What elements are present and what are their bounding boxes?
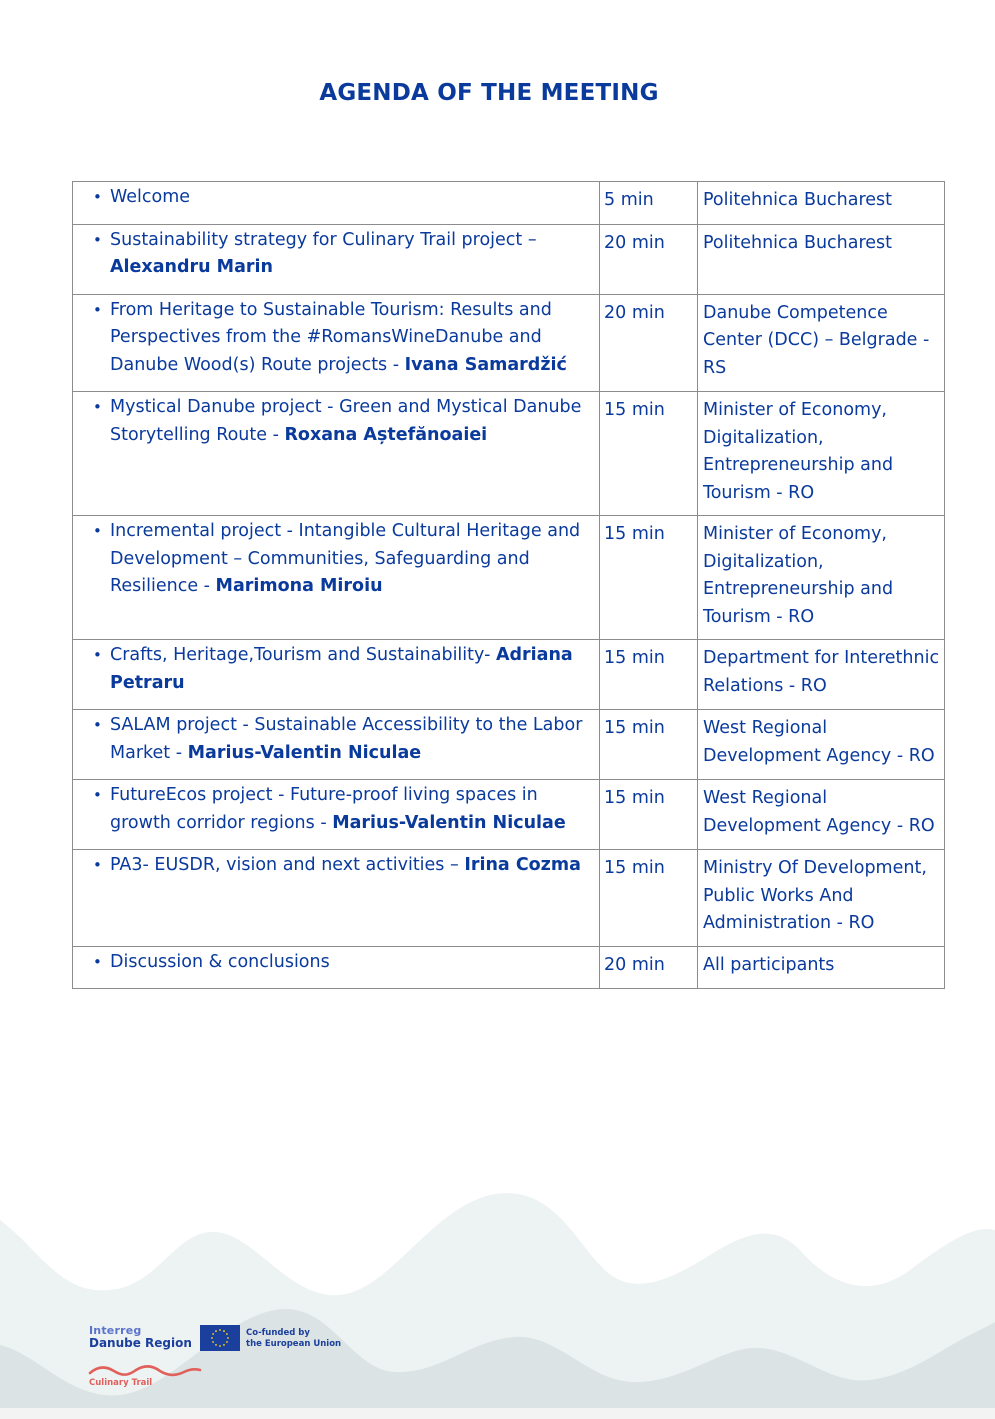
agenda-duration: 15 min bbox=[600, 780, 698, 850]
bullet-icon: • bbox=[93, 300, 102, 319]
agenda-row bbox=[73, 294, 945, 392]
eu-star bbox=[215, 1344, 217, 1346]
agenda-topic-item bbox=[93, 782, 587, 837]
agenda-duration: 15 min bbox=[600, 516, 698, 640]
agenda-organization: All participants bbox=[698, 946, 945, 989]
bullet-icon: • bbox=[93, 188, 102, 206]
agenda-topic-text: Crafts, Heritage,Tourism and Sustainability- bbox=[110, 645, 496, 665]
eu-star bbox=[219, 1345, 221, 1347]
agenda-row bbox=[73, 710, 945, 780]
agenda-topic-cell bbox=[73, 182, 600, 225]
agenda-topic-text: PA3- EUSDR, vision and next activities – bbox=[110, 855, 465, 875]
bullet-icon: • bbox=[93, 856, 102, 874]
eu-cofunded-line1: Co-funded by bbox=[246, 1328, 310, 1338]
agenda-topic-text: Discussion & conclusions bbox=[110, 951, 330, 972]
agenda-row bbox=[73, 516, 945, 640]
agenda-topic-text: FutureEcos project - Future-proof living spaces in growth corridor regions - bbox=[110, 785, 538, 833]
agenda-row bbox=[73, 224, 945, 294]
agenda-topic-cell bbox=[73, 640, 600, 710]
agenda-organization: Ministry Of Development, Public Works And Administration - RO bbox=[698, 850, 945, 947]
eu-star bbox=[212, 1341, 214, 1343]
bullet-icon: • bbox=[93, 646, 102, 664]
agenda-organization: Minister of Economy, Digitalization, Entrepreneurship and Tourism - RO bbox=[698, 392, 945, 516]
agenda-organization: Minister of Economy, Digitalization, Entrepreneurship and Tourism - RO bbox=[698, 516, 945, 640]
agenda-organization: West Regional Development Agency - RO bbox=[698, 710, 945, 780]
agenda-duration: 20 min bbox=[600, 946, 698, 989]
agenda-speaker: Marius-Valentin Niculae bbox=[187, 742, 422, 763]
agenda-organization: West Regional Development Agency - RO bbox=[698, 780, 945, 850]
agenda-topic-cell bbox=[73, 946, 600, 989]
agenda-topic-list bbox=[89, 297, 587, 380]
agenda-topic-list bbox=[89, 642, 587, 697]
agenda-table bbox=[72, 181, 945, 989]
eu-cofunded-line2: the European Union bbox=[246, 1339, 342, 1349]
bullet-icon: • bbox=[93, 230, 102, 249]
agenda-organization: Politehnica Bucharest bbox=[698, 224, 945, 294]
agenda-speaker: Ivana Samardžić bbox=[404, 354, 567, 375]
agenda-topic-item bbox=[93, 642, 587, 697]
agenda-topic-text: Mystical Danube project - Green and Mystical Danube Storytelling Route - bbox=[110, 397, 582, 445]
agenda-topic-item bbox=[93, 227, 587, 282]
eu-flag-icon bbox=[200, 1325, 240, 1351]
eu-cofunded-label bbox=[246, 1328, 341, 1350]
agenda-topic-list bbox=[89, 394, 587, 449]
agenda-topic-item bbox=[93, 949, 587, 977]
agenda-topic-cell bbox=[73, 294, 600, 392]
agenda-speaker: Marimona Miroiu bbox=[215, 576, 383, 596]
agenda-topic-list bbox=[89, 949, 587, 977]
agenda-topic-text: Welcome bbox=[110, 187, 191, 207]
agenda-topic-cell bbox=[73, 224, 600, 294]
agenda-topic-list bbox=[89, 184, 587, 212]
agenda-topic-text: From Heritage to Sustainable Tourism: Results and Perspectives from the #RomansWineDanube and Danube Wood(s) Route projects - bbox=[110, 299, 552, 375]
agenda-duration: 15 min bbox=[600, 392, 698, 516]
agenda-topic-item bbox=[93, 518, 587, 601]
agenda-topic-list bbox=[89, 227, 587, 282]
agenda-speaker: Roxana Aștefănoaiei bbox=[284, 424, 488, 445]
eu-star bbox=[215, 1330, 217, 1332]
bullet-icon: • bbox=[93, 716, 102, 734]
eu-star bbox=[227, 1337, 229, 1339]
agenda-topic-cell bbox=[73, 516, 600, 640]
agenda-topic-item bbox=[93, 852, 587, 880]
bullet-icon: • bbox=[93, 522, 102, 540]
bullet-icon: • bbox=[93, 398, 102, 416]
agenda-speaker: Marius-Valentin Niculae bbox=[332, 812, 566, 833]
agenda-topic-list bbox=[89, 712, 587, 767]
agenda-topic-item bbox=[93, 297, 587, 380]
agenda-row bbox=[73, 392, 945, 516]
agenda-topic-item bbox=[93, 394, 587, 449]
agenda-topic-cell bbox=[73, 850, 600, 947]
bullet-icon: • bbox=[93, 786, 102, 804]
agenda-topic-cell bbox=[73, 392, 600, 516]
agenda-topic-cell bbox=[73, 780, 600, 850]
eu-star bbox=[226, 1341, 228, 1343]
bullet-icon: • bbox=[93, 952, 102, 971]
eu-star bbox=[219, 1329, 221, 1331]
agenda-organization: Politehnica Bucharest bbox=[698, 182, 945, 225]
agenda-topic-list bbox=[89, 782, 587, 837]
agenda-topic-item bbox=[93, 712, 587, 767]
culinary-trail-label: Culinary Trail bbox=[89, 1378, 153, 1388]
footer-band bbox=[0, 1408, 995, 1419]
agenda-row bbox=[73, 850, 945, 947]
agenda-topic-text: Incremental project - Intangible Cultural Heritage and Development – Communities, Safeguarding and Resilience - bbox=[110, 521, 581, 596]
eu-star bbox=[212, 1333, 214, 1335]
agenda-topic-item bbox=[93, 184, 587, 212]
agenda-topic-text: Sustainability strategy for Culinary Trail project – bbox=[110, 229, 537, 250]
agenda-row bbox=[73, 780, 945, 850]
interreg-logo-line1: Interreg bbox=[89, 1324, 142, 1337]
agenda-row bbox=[73, 946, 945, 989]
interreg-logo-line2: Danube Region bbox=[89, 1336, 192, 1350]
interreg-logo bbox=[89, 1325, 192, 1349]
agenda-duration: 5 min bbox=[600, 182, 698, 225]
agenda-duration: 15 min bbox=[600, 640, 698, 710]
agenda-topic-text: SALAM project - Sustainable Accessibility to the Labor Market - bbox=[110, 715, 583, 763]
agenda-row bbox=[73, 640, 945, 710]
culinary-wave-icon bbox=[88, 1362, 202, 1378]
eu-star bbox=[223, 1330, 225, 1332]
agenda-row bbox=[73, 182, 945, 225]
agenda-duration: 15 min bbox=[600, 710, 698, 780]
agenda-topic-list bbox=[89, 518, 587, 601]
agenda-speaker: Adriana Petraru bbox=[110, 645, 573, 693]
agenda-duration: 15 min bbox=[600, 850, 698, 947]
eu-star bbox=[211, 1337, 213, 1339]
agenda-organization: Department for Interethnic Relations - RO bbox=[698, 640, 945, 710]
agenda-speaker: Irina Cozma bbox=[464, 855, 581, 875]
agenda-topic-cell bbox=[73, 710, 600, 780]
agenda-speaker: Alexandru Marin bbox=[110, 257, 273, 277]
agenda-organization: Danube Competence Center (DCC) – Belgrade - RS bbox=[698, 294, 945, 392]
page-title: AGENDA OF THE MEETING bbox=[319, 80, 659, 106]
agenda-duration: 20 min bbox=[600, 294, 698, 392]
agenda-duration: 20 min bbox=[600, 224, 698, 294]
eu-star bbox=[226, 1333, 228, 1335]
agenda-topic-list bbox=[89, 852, 587, 880]
eu-star bbox=[223, 1344, 225, 1346]
